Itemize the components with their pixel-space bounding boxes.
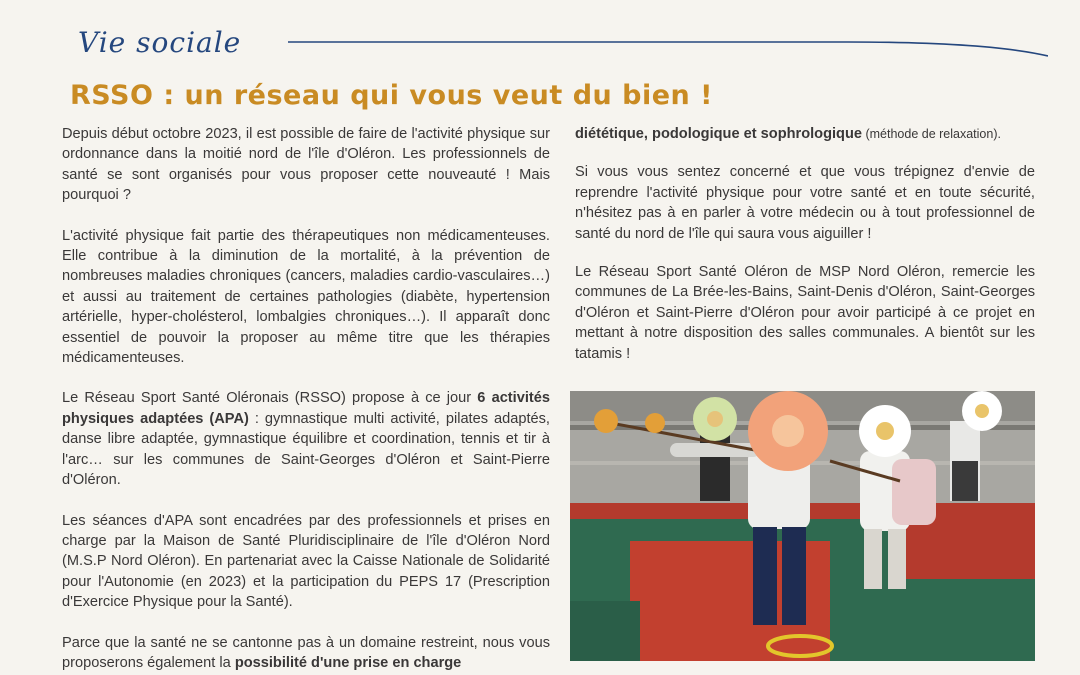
care-types-highlight: diététique, podologique et sophrologique xyxy=(575,126,862,142)
article-title: RSSO : un réseau qui vous veut du bien ! xyxy=(70,80,713,111)
care-paragraph: Parce que la santé ne se cantonne pas à un domaine restreint, nous vous proposerons également la possibilité d'une prise en charge xyxy=(62,634,550,671)
article-column-right xyxy=(575,124,1035,364)
care-continued-paragraph: diététique, podologique et sophrologique (méthode de relaxation). xyxy=(575,126,1001,142)
section-rubric: Vie sociale xyxy=(78,26,242,59)
article-column-left xyxy=(62,124,550,673)
activity-photo xyxy=(570,391,1035,661)
intro-paragraph: Depuis début octobre 2023, il est possible de faire de l'activité physique sur ordonnance dans la moitié nord de l'île d'Oléron. Les professionnels de santé se sont organisés pour vous proposer cette nouveauté ! Mais pourquoi ? xyxy=(62,126,550,204)
thanks-paragraph: Le Réseau Sport Santé Oléron de MSP Nord Oléron, remercie les communes de La Brée-les-Bains, Saint-Denis d'Oléron, Saint-Georges d'Oléron et Saint-Pierre d'Oléron pour avoir participé à ce projet en mettant à notre disposition des salles communales. A bientôt sur les tatamis ! xyxy=(575,264,1035,362)
advice-paragraph: Si vous vous sentez concerné et que vous trépignez d'envie de reprendre l'activité physique pour votre santé et en toute sécurité, n'hésitez pas à en parler à votre médecin ou à tout professionnel de santé du nord de l'île qui saura vous aiguiller ! xyxy=(575,164,1035,242)
therapy-paragraph: L'activité physique fait partie des thérapeutiques non médicamenteuses. Elle contribue à la diminution de la mortalité, à la prévention de nombreuses maladies chroniques (cancers, maladies cardio-vasculaires…) et aussi au traitement de certaines pathologies (diabète, hypertension artérielle, hyper-cholésterol, lombalgies chroniques…). Il apparaît donc essentiel de pouvoir la proposer au même titre que les thérapies médicamenteuses. xyxy=(62,227,550,367)
activities-highlight: 6 activités physiques adaptées (APA) xyxy=(62,390,550,427)
sessions-paragraph: Les séances d'APA sont encadrées par des professionnels et prises en charge par la Maison de Santé Pluridisciplinaire de l'île d'Oléron Nord (M.S.P Nord Oléron). En partenariat avec la Caisse Nationale de Solidarité pour l'Autonomie (en 2023) et la participation du PEPS 17 (Prescription d'Exercice Physique pour la Santé). xyxy=(62,512,550,611)
activities-paragraph: Le Réseau Sport Santé Oléronais (RSSO) propose à ce jour 6 activités physiques adaptées (APA) : gymnastique multi activité, pilates adaptés, danse libre adaptée, gymnastique équilibre et coordination, tennis et tir à l'arc… sur les communes de Saint-Georges d'Oléron et Saint-Pierre d'Oléron. xyxy=(62,390,550,489)
rubric-rule xyxy=(288,36,1048,58)
care-highlight: possibilité d'une prise en charge xyxy=(234,654,462,671)
